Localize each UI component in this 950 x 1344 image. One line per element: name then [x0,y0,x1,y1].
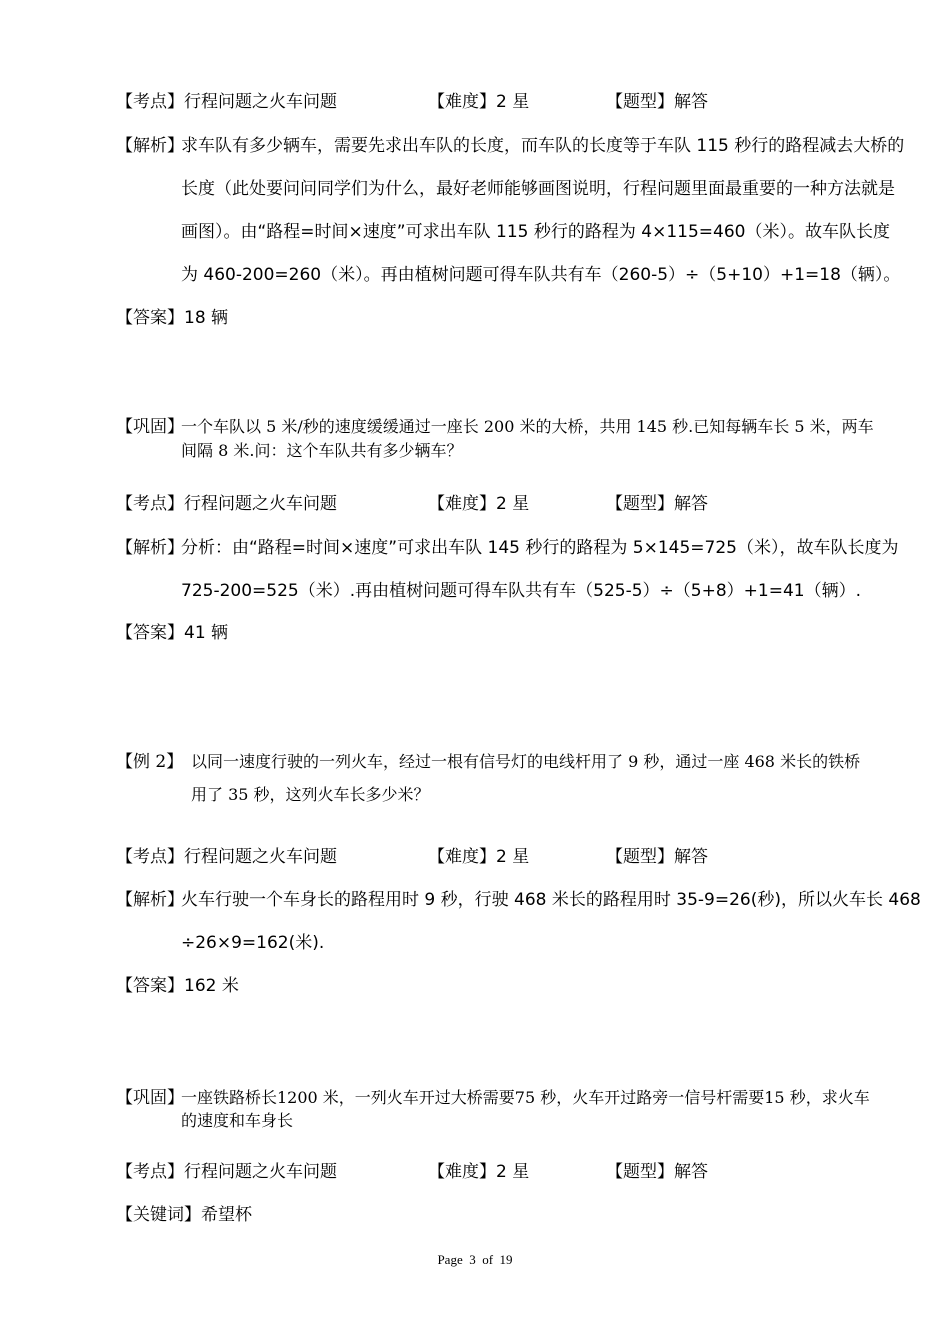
nandu: 【难度】2 星 [428,1162,530,1182]
tixing: 【题型】解答 [606,494,708,514]
tixing: 【题型】解答 [606,847,708,867]
jiexi-label: 【解析】 [116,136,184,156]
answer: 【答案】18 辆 [116,308,229,328]
nandu: 【难度】2 星 [428,92,530,112]
jiexi-label: 【解析】 [116,538,184,558]
nandu: 【难度】2 星 [428,494,530,514]
question-line: 用了 35 秒，这列火车长多少米？ [191,785,430,804]
nandu: 【难度】2 星 [428,847,530,867]
answer: 【答案】41 辆 [116,623,229,643]
question-line: 一个车队以 5 米/秒的速度缓缓通过一座长 200 米的大桥，共用 145 秒.已知每辆车长 5 米，两车 [181,417,874,436]
jiexi-line: 画图）。由“路程=时间×速度”可求出车队 115 秒行的路程为 4×115=460（米）。故车队长度 [181,222,890,242]
example-label: 【例 2】 [116,752,184,772]
question-line: 的速度和车身长 [181,1111,294,1130]
gonggu-label: 【巩固】 [116,417,184,437]
kaodian: 【考点】行程问题之火车问题 [116,847,337,867]
jiexi-line: 为 460-200=260（米）。再由植树问题可得车队共有车（260-5）÷（5+10）+1=18（辆）。 [181,265,901,285]
jiexi-line: 725-200=525（米）.再由植树问题可得车队共有车（525-5）÷（5+8）+1=41（辆）. [181,581,861,601]
question-line: 间隔 8 米.问：这个车队共有多少辆车？ [181,441,463,460]
jiexi-line: 火车行驶一个车身长的路程用时 9 秒，行驶 468 米长的路程用时 35-9=26(秒)，所以火车长 468 [181,890,921,910]
kaodian: 【考点】行程问题之火车问题 [116,1162,337,1182]
jiexi-line: 求车队有多少辆车，需要先求出车队的长度，而车队的长度等于车队 115 秒行的路程减去大桥的 [181,136,905,156]
gonggu-label: 【巩固】 [116,1088,184,1108]
tixing: 【题型】解答 [606,92,708,112]
jiexi-line: ÷26×9=162(米). [181,933,325,953]
answer: 【答案】162 米 [116,976,239,996]
keywords: 【关键词】希望杯 [116,1205,252,1225]
question-line: 以同一速度行驶的一列火车，经过一根有信号灯的电线杆用了 9 秒，通过一座 468 米长的铁桥 [191,752,861,771]
kaodian: 【考点】行程问题之火车问题 [116,494,337,514]
question-line: 一座铁路桥长1200 米，一列火车开过大桥需要75 秒，火车开过路旁一信号杆需要15 秒，求火车 [181,1088,870,1107]
jiexi-label: 【解析】 [116,890,184,910]
jiexi-line: 长度（此处要问问同学们为什么，最好老师能够画图说明，行程问题里面最重要的一种方法就是 [181,179,895,199]
tixing: 【题型】解答 [606,1162,708,1182]
page-footer: Page 3 of 19 [437,1252,513,1267]
jiexi-line: 分析：由“路程=时间×速度”可求出车队 145 秒行的路程为 5×145=725（米），故车队长度为 [181,538,899,558]
kaodian: 【考点】行程问题之火车问题 [116,92,337,112]
